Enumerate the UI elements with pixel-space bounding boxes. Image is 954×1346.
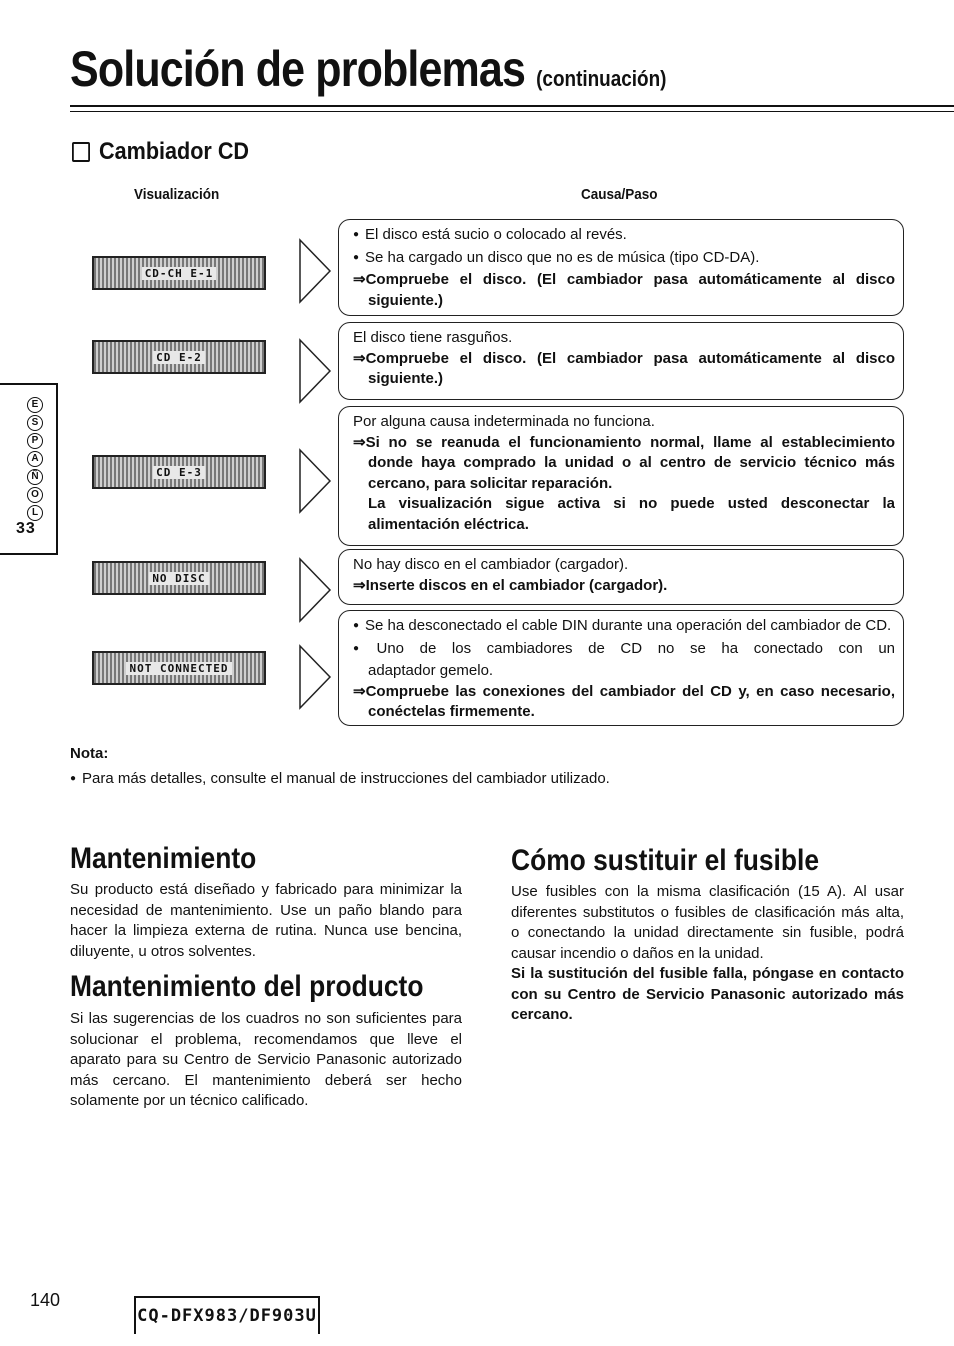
heading-fusible: Cómo sustituir el fusible xyxy=(511,844,820,877)
arrow-right-icon xyxy=(298,338,332,404)
cause-line-text: No hay disco en el cambiador (cargador). xyxy=(353,556,629,573)
cause-line xyxy=(353,555,895,576)
paragraph-line: más cercano. El mantenimiento deberá ser hecho xyxy=(70,1071,462,1089)
cause-box xyxy=(338,219,904,316)
side-letter: A xyxy=(27,451,43,467)
paragraph-line: necesidad de mantenimiento. Use un paño blando para xyxy=(70,901,462,919)
lcd-display xyxy=(92,256,266,290)
side-letter: P xyxy=(27,433,43,449)
note-text-content: Para más detalles, consulte el manual de instrucciones del cambiador utilizado. xyxy=(82,770,610,787)
paragraph-line: aparato para su Centro de Servicio Panasonic autorizado xyxy=(70,1051,462,1068)
paragraph-mantenimiento xyxy=(70,880,462,962)
cause-line-text: adaptador gemelo. xyxy=(368,662,494,679)
cause-line xyxy=(353,412,895,433)
cause-box xyxy=(338,549,904,605)
cause-line-text: El disco está sucio o colocado al revés. xyxy=(365,226,627,243)
column-header-cause: Causa/Paso xyxy=(581,186,658,203)
paragraph-line: Si las sugerencias de los cuadros no son suficientes para xyxy=(70,1010,462,1027)
cause-line xyxy=(353,682,895,703)
cause-line xyxy=(353,702,895,723)
cause-box xyxy=(338,406,904,546)
title-rule-thin xyxy=(70,111,954,112)
cause-line-text: siguiente.) xyxy=(368,370,444,387)
paragraph-bold-line: cercano. xyxy=(511,1006,573,1023)
cause-line-text: Se ha desconectado el cable DIN durante una operación del cambiador de CD. xyxy=(365,617,892,634)
side-letter: Ñ xyxy=(27,469,43,485)
side-letter: O xyxy=(27,487,43,503)
arrow-right-icon xyxy=(298,448,332,514)
checkbox-square-icon xyxy=(72,142,90,162)
heading-mantenimiento-producto: Mantenimiento del producto xyxy=(70,970,424,1003)
cause-line-text: ⇒Inserte discos en el cambiador (cargador). xyxy=(353,576,668,594)
cause-line-text: donde haya comprado la unidad o al centro de servicio técnico más xyxy=(368,454,895,471)
cause-line-text: ⇒Compruebe las conexiones del cambiador del CD y, en caso necesario, xyxy=(353,682,895,700)
cause-line xyxy=(353,453,895,474)
lcd-display xyxy=(92,651,266,685)
lcd-display-text: CD E-3 xyxy=(153,466,205,479)
cause-line-text: cercano, para solicitar reparación. xyxy=(368,474,613,492)
page-title xyxy=(70,40,666,98)
section-heading xyxy=(72,138,249,166)
cause-line xyxy=(353,433,895,454)
arrow-right-icon xyxy=(298,238,332,304)
note-text xyxy=(70,770,610,787)
paragraph-line: solamente por un técnico calificado. xyxy=(70,1092,309,1109)
lcd-display xyxy=(92,455,266,489)
paragraph-mantenimiento-producto xyxy=(70,1009,462,1112)
cause-line xyxy=(353,576,895,597)
side-letter: L xyxy=(27,505,43,521)
title-rule xyxy=(70,105,954,107)
cause-line-text: La visualización sigue activa si no puede usted desconectar la xyxy=(368,495,895,512)
paragraph-fusible xyxy=(511,882,904,1026)
cause-box xyxy=(338,322,904,400)
cause-line-text: Por alguna causa indeterminada no funciona. xyxy=(353,413,655,430)
note-label: Nota: xyxy=(70,745,109,762)
side-letter: S xyxy=(27,415,43,431)
bullet-icon xyxy=(353,617,365,634)
arrow-right-icon xyxy=(298,557,332,623)
cause-line xyxy=(353,270,895,291)
cause-line xyxy=(353,494,895,515)
lcd-display-text: NOT CONNECTED xyxy=(126,662,231,675)
cause-line-text: conéctelas firmemente. xyxy=(368,703,535,720)
cause-line xyxy=(353,369,895,390)
lcd-display-text: CD-CH E-1 xyxy=(142,267,217,280)
lcd-display xyxy=(92,340,266,374)
page-title-main: Solución de problemas xyxy=(70,41,526,97)
column-header-display: Visualización xyxy=(134,186,220,203)
cause-line-text: siguiente.) xyxy=(368,291,444,309)
cause-line-text: ⇒Si no se reanuda el funcionamiento normal, llame al establecimiento xyxy=(353,433,895,451)
cause-line xyxy=(353,225,895,248)
cause-line xyxy=(353,291,895,312)
bullet-icon xyxy=(353,640,376,657)
paragraph-line: Su producto está diseñado y fabricado para minimizar la xyxy=(70,881,462,898)
cause-line xyxy=(353,515,895,536)
cause-line-text: Se ha cargado un disco que no es de música (tipo CD-DA). xyxy=(365,248,760,266)
lcd-display xyxy=(92,561,266,595)
lcd-display-text: NO DISC xyxy=(149,572,208,585)
cause-line xyxy=(353,349,895,370)
paragraph-line: hacer la limpieza externa de rutina. Nunca use bencina, xyxy=(70,922,462,939)
paragraph-line: Use fusibles con la misma clasificación (15 A). Al usar xyxy=(511,883,904,900)
cause-line-text: El disco tiene rasguños. xyxy=(353,329,513,346)
paragraph-line: o conectando la unidad directamente sin fusible, podrá xyxy=(511,924,904,941)
side-tab-number: 33 xyxy=(16,520,36,537)
paragraph-line: solucionar el problema, recomendamos que lleve el xyxy=(70,1030,462,1048)
cause-line-text: ⇒Compruebe el disco. (El cambiador pasa automáticamente al disco xyxy=(353,271,895,288)
cause-line xyxy=(353,248,895,271)
section-title: Cambiador CD xyxy=(99,138,250,165)
cause-line-text: Uno de los cambiadores de CD no se ha conectado con un xyxy=(376,639,895,657)
bullet-icon xyxy=(353,249,365,266)
cause-line xyxy=(353,328,895,349)
model-number-badge: CQ-DFX983/DF903U xyxy=(134,1296,320,1334)
cause-line-text: alimentación eléctrica. xyxy=(368,515,529,533)
page-title-sub: (continuación) xyxy=(536,66,667,91)
cause-line xyxy=(353,474,895,495)
lcd-display-text: CD E-2 xyxy=(153,351,205,364)
paragraph-line: causar incendio o daños en la unidad. xyxy=(511,944,764,962)
arrow-right-icon xyxy=(298,644,332,710)
heading-mantenimiento: Mantenimiento xyxy=(70,842,257,875)
paragraph-line: diferentes substitutos o fusibles de clasificación más alta, xyxy=(511,903,904,921)
bullet-icon xyxy=(353,226,365,243)
paragraph-line: diluyente, u otros solventes. xyxy=(70,942,256,960)
language-letters xyxy=(24,397,46,523)
cause-line-text: ⇒Compruebe el disco. (El cambiador pasa automáticamente al disco xyxy=(353,349,895,367)
cause-line xyxy=(353,616,895,639)
cause-line xyxy=(353,661,895,682)
page-number: 140 xyxy=(30,1290,61,1310)
paragraph-bold-line: con su Centro de Servicio Panasonic autorizado más xyxy=(511,985,904,1003)
side-letter: E xyxy=(27,397,43,413)
cause-box xyxy=(338,610,904,726)
paragraph-bold-line: Si la sustitución del fusible falla, póngase en contacto xyxy=(511,965,904,982)
cause-line xyxy=(353,639,895,662)
